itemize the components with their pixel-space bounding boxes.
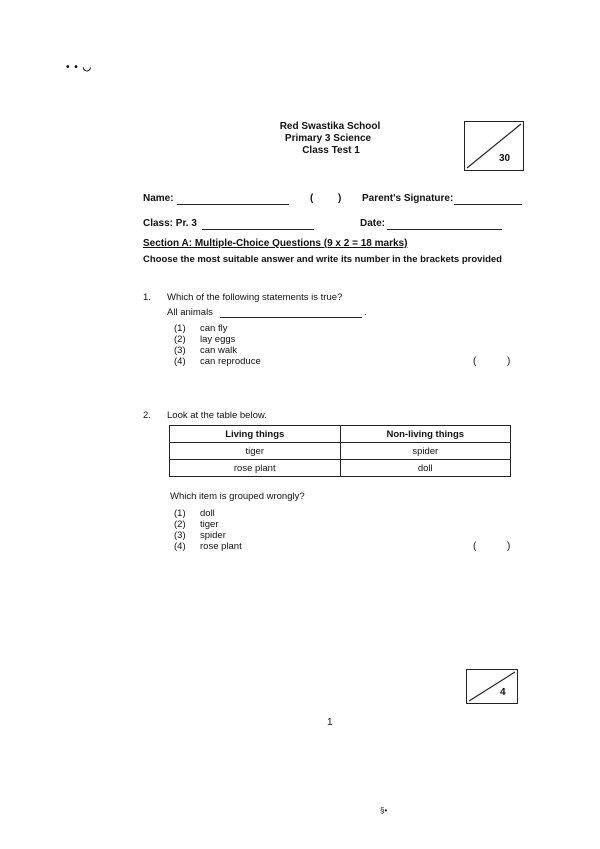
table-row (170, 443, 511, 460)
table-cell: doll (340, 460, 511, 477)
option-number: (4) (174, 356, 186, 367)
q1-text: Which of the following statements is true? (167, 292, 343, 303)
page-number: 1 (327, 717, 333, 728)
option-text: can fly (200, 323, 228, 334)
class-field[interactable] (202, 217, 314, 230)
margin-mark: • • ◡ (66, 62, 93, 73)
q1-answer-field[interactable] (483, 356, 505, 367)
option-number: (4) (174, 541, 186, 552)
q2-option-3[interactable] (174, 530, 226, 541)
table-cell: spider (340, 443, 511, 460)
table-cell: rose plant (170, 460, 341, 477)
q1-answer-open: ( (473, 356, 477, 367)
q2-text: Look at the table below. (167, 410, 267, 421)
q2-answer-field[interactable] (483, 541, 505, 552)
total-score-box (464, 121, 524, 171)
option-text: can walk (200, 345, 237, 356)
date-label: Date: (360, 218, 386, 229)
name-bracket-close: ) (338, 193, 342, 204)
name-field[interactable] (177, 192, 289, 205)
q2-answer-open: ( (473, 541, 477, 552)
option-number: (2) (174, 334, 186, 345)
q2-table (169, 425, 511, 477)
q2-question: Which item is grouped wrongly? (170, 491, 305, 502)
test-title: Class Test 1 (302, 145, 360, 156)
table-header-non-living: Non-living things (340, 426, 511, 443)
q1-option-1[interactable] (174, 323, 227, 334)
section-instruction: Choose the most suitable answer and write its number in the brackets provided (143, 254, 502, 265)
table-header-living: Living things (170, 426, 341, 443)
q1-stem: All animals (167, 307, 213, 318)
school-name: Red Swastika School (279, 121, 381, 132)
option-number: (1) (174, 323, 186, 334)
option-number: (1) (174, 508, 186, 519)
option-text: spider (200, 530, 226, 541)
option-text: lay eggs (200, 334, 236, 345)
option-number: (3) (174, 530, 186, 541)
date-field[interactable] (387, 217, 502, 230)
q1-option-2[interactable] (174, 334, 235, 345)
q2-answer-close: ) (507, 541, 511, 552)
q2-option-1[interactable] (174, 508, 215, 519)
total-marks: 30 (499, 153, 511, 164)
subject-title: Primary 3 Science (284, 133, 372, 144)
q1-blank (220, 306, 362, 318)
q2-number: 2. (143, 410, 151, 421)
page-score-box (466, 669, 518, 704)
table-row (170, 460, 511, 477)
q1-number: 1. (143, 292, 151, 303)
name-bracket-open: ( (310, 193, 314, 204)
score-slash (465, 122, 523, 170)
q1-option-4[interactable] (174, 356, 261, 367)
page-score-slash (467, 670, 517, 703)
q1-answer-close: ) (507, 356, 511, 367)
table-cell: tiger (170, 443, 341, 460)
option-text: can reproduce (200, 356, 261, 367)
name-label: Name: (143, 193, 174, 204)
q1-option-3[interactable] (174, 345, 237, 356)
class-label: Class: Pr. 3 (143, 218, 197, 229)
q1-stem-end: . (364, 307, 367, 318)
section-title: Section A: Multiple-Choice Questions (9 x 2 = 18 marks) (143, 238, 408, 249)
option-text: rose plant (200, 541, 242, 552)
option-text: doll (200, 508, 215, 519)
signature-field[interactable] (454, 192, 522, 205)
option-text: tiger (200, 519, 219, 530)
footer-mark: §• (380, 806, 388, 815)
option-number: (3) (174, 345, 186, 356)
q2-option-2[interactable] (174, 519, 218, 530)
q2-option-4[interactable] (174, 541, 242, 552)
signature-label: Parent's Signature: (362, 193, 454, 204)
option-number: (2) (174, 519, 186, 530)
page-marks: 4 (500, 687, 506, 698)
table-header-row (170, 426, 511, 443)
